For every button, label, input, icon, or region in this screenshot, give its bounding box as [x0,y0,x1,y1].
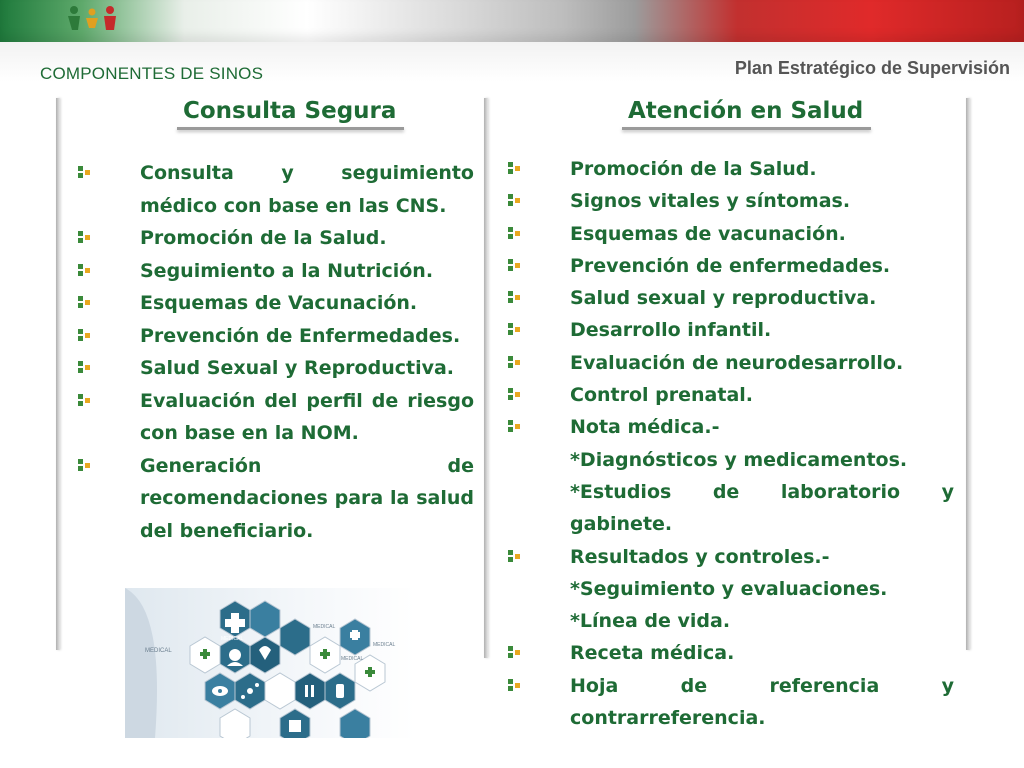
list-item-text: *Estudios de laboratorio y gabinete. [570,480,954,536]
atencion-en-salud-list [508,153,954,734]
list-item-text: Signos vitales y síntomas. [570,190,851,213]
bullet-icon [508,646,521,659]
bullet-icon [508,291,521,304]
bullet-icon [78,296,91,309]
list-item [508,637,954,669]
illustration-label: MEDICAL [145,648,172,654]
dif-logo-icon [64,4,120,34]
bullet-icon [508,227,521,240]
list-item [508,250,954,282]
list-item [508,411,954,443]
list-item [78,222,474,255]
plan-title: Plan Estratégico de Supervisión [734,58,1010,78]
bullet-icon [78,459,91,472]
list-subitem [508,605,954,637]
list-item-text: Promoción de la Salud. [140,227,387,249]
list-item [508,314,954,346]
list-item [78,320,474,353]
list-item [78,385,474,450]
medical-hexagon-illustration [125,588,415,738]
list-item-text: Esquemas de vacunación. [570,222,846,245]
column-divider [484,98,488,658]
illustration-label: MEDICAL [313,624,336,630]
list-item-text: Promoción de la Salud. [570,158,817,180]
list-item-text: Resultados y controles.- [570,545,830,568]
illustration-label: MEDICAL [221,636,244,642]
list-item-text: Salud Sexual y Reproductiva. [140,357,455,379]
list-item-text: *Línea de vida. [570,610,731,633]
list-item-text: Receta médica. [570,642,735,665]
list-item [508,153,954,185]
list-item [78,287,474,320]
list-item-text: Evaluación del perfil de riesgo con base en la NOM. [140,389,474,444]
bullet-icon [508,388,521,401]
list-item [508,347,954,379]
list-item-text: Consulta y seguimiento médico con base en las CNS. [140,162,474,217]
list-subitem [508,573,954,605]
bullet-icon [508,420,521,433]
list-item [508,282,954,314]
consulta-segura-list [78,157,474,547]
bullet-icon [508,323,521,336]
list-item [508,379,954,411]
list-item [78,255,474,288]
list-item-text: Salud sexual y reproductiva. [570,287,877,310]
list-item-text: Hoja de referencia y contrarreferencia. [570,674,954,730]
bullet-icon [78,329,91,342]
list-item-text: *Seguimiento y evaluaciones. [570,577,888,600]
list-item-text: Prevención de Enfermedades. [140,324,461,347]
bullet-icon [508,162,521,175]
list-item [78,450,474,548]
list-item [508,670,954,735]
section-label: COMPONENTES DE SINOS [40,64,264,83]
list-item-text: Esquemas de Vacunación. [140,292,418,314]
flag-banner [0,0,1024,42]
bullet-icon [508,356,521,369]
list-item [78,352,474,385]
column-title-consulta-segura: Consulta Segura [183,98,396,130]
list-item-text: Evaluación de neurodesarrollo. [570,351,904,374]
list-item [508,541,954,573]
column-divider [966,98,970,650]
bullet-icon [508,259,521,272]
list-item-text: *Diagnósticos y medicamentos. [570,448,908,471]
list-item-text: Prevención de enfermedades. [570,254,891,277]
bullet-icon [78,394,91,407]
illustration-label: MEDICAL [341,656,364,662]
list-item [508,185,954,217]
list-item-text: Nota médica.- [570,416,720,439]
list-subitem [508,444,954,476]
list-item-text: Control prenatal. [570,384,753,407]
bullet-icon [508,679,521,692]
column-title-atencion-en-salud: Atención en Salud [628,98,863,130]
bullet-icon [78,361,91,374]
bullet-icon [78,231,91,244]
bullet-icon [508,550,521,563]
bullet-icon [78,166,91,179]
list-item-text: Desarrollo infantil. [570,319,772,342]
list-item-text: Seguimiento a la Nutrición. [140,259,434,282]
list-item-text: Generación de recomendaciones para la salud del beneficiario. [140,454,474,542]
bullet-icon [508,194,521,207]
bullet-icon [78,264,91,277]
illustration-label: MEDICAL [373,642,396,648]
list-subitem [508,476,954,541]
list-item [78,157,474,222]
column-divider [56,98,60,650]
list-item [508,218,954,250]
